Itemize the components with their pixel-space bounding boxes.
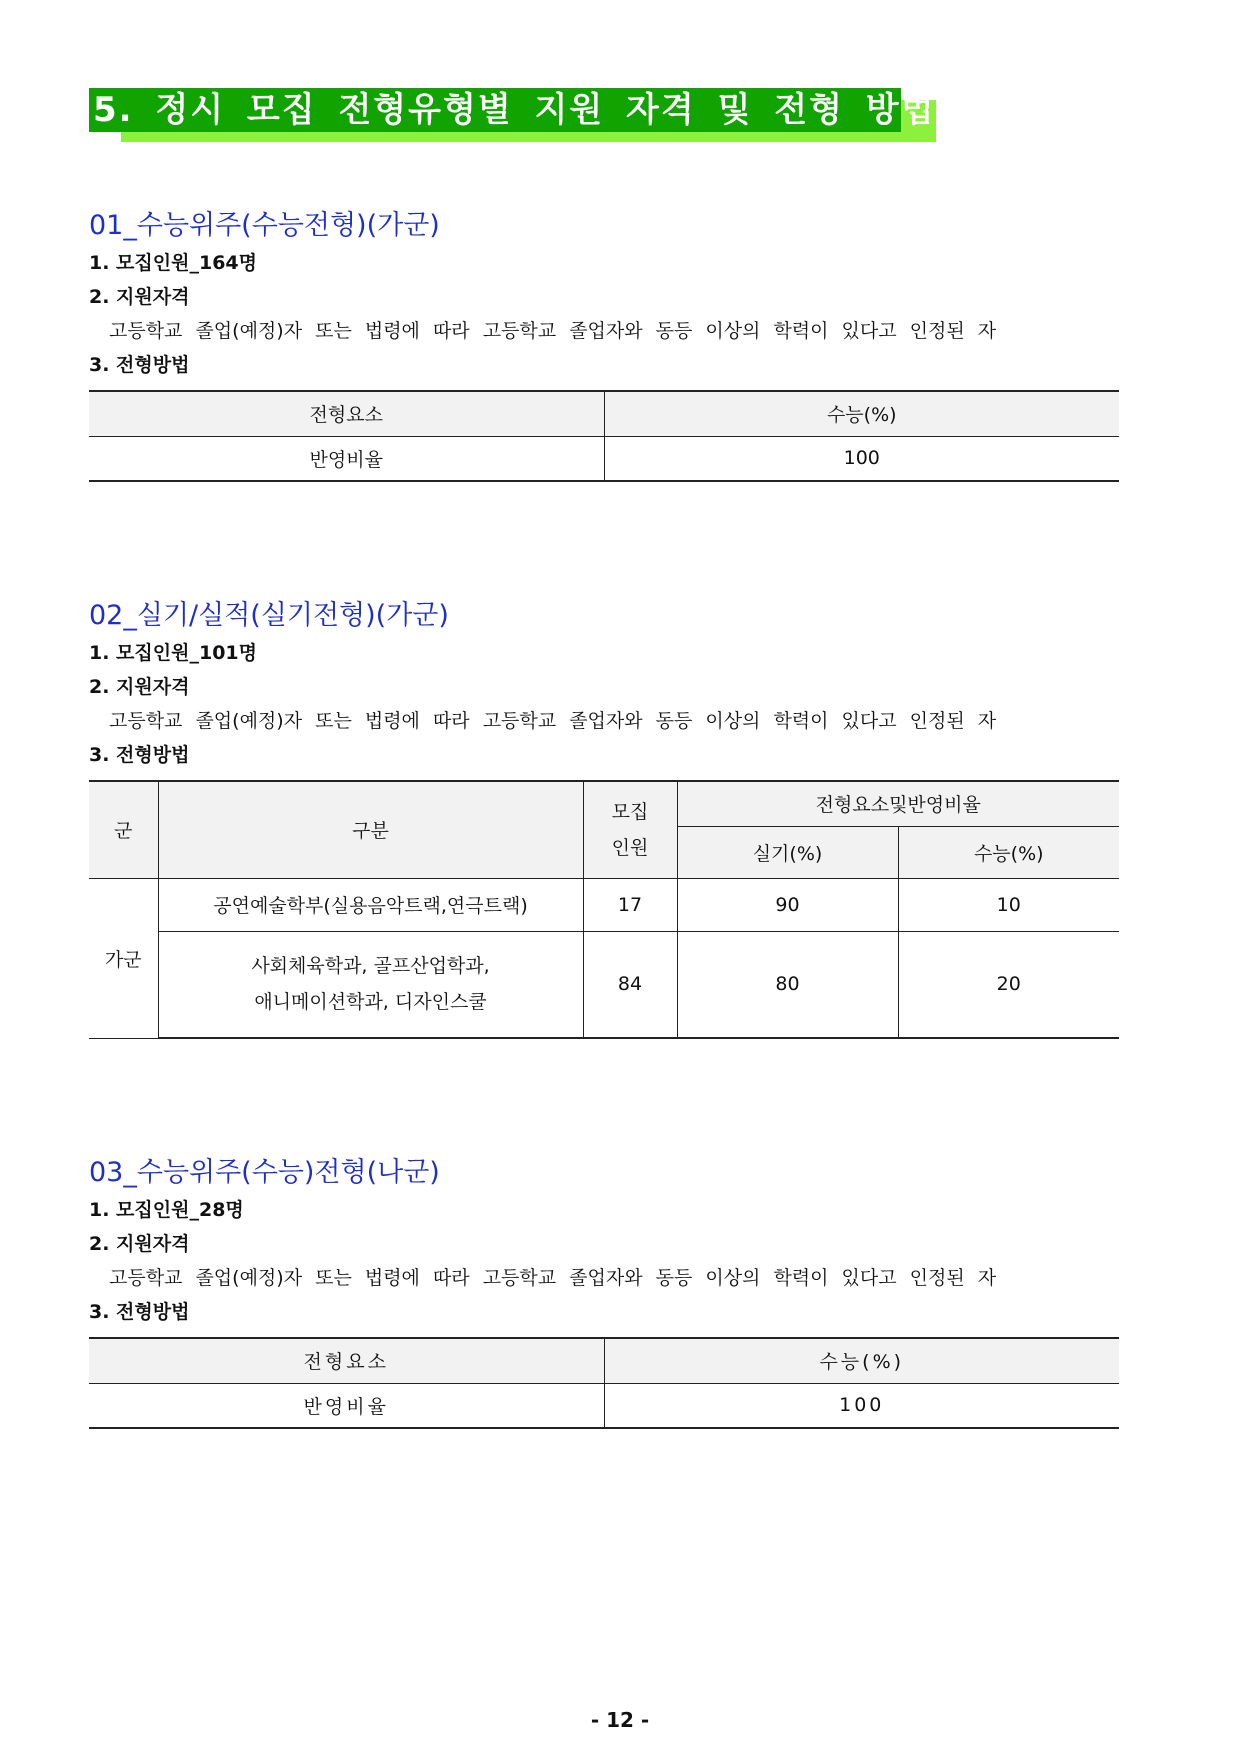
header-cell-suneung: 수능(%) bbox=[898, 826, 1119, 878]
section-3 bbox=[89, 1153, 1119, 1429]
table-cell-practical: 90 bbox=[677, 878, 898, 931]
header-cell: 전형요소 bbox=[89, 1338, 604, 1383]
qualification-text: 고등학교 졸업(예정)자 또는 법령에 따라 고등학교 졸업자와 동등 이상의 학력이 있다고 인정된 자 bbox=[109, 320, 997, 342]
header-cell: 수능(%) bbox=[604, 1338, 1119, 1383]
section-title: 02_실기/실적(실기전형)(가군) bbox=[89, 600, 449, 631]
table-header-row bbox=[89, 391, 1119, 436]
header-quota-line-2: 인원 bbox=[611, 836, 649, 859]
header-cell: 전형요소 bbox=[89, 391, 604, 436]
method-heading: 3. 전형방법 bbox=[89, 1301, 190, 1323]
table-cell-category bbox=[158, 931, 583, 1038]
quota-line: 1. 모집인원_164명 bbox=[89, 252, 257, 274]
qualification-heading: 2. 지원자격 bbox=[89, 286, 190, 308]
section-1 bbox=[89, 206, 1119, 482]
page-title: 5. 정시 모집 전형유형별 지원 자격 및 전형 방법 bbox=[89, 88, 901, 132]
category-line-1: 사회체육학과, 골프산업학과, bbox=[251, 955, 490, 978]
table-row bbox=[89, 436, 1119, 481]
table-cell: 100 bbox=[604, 436, 1119, 481]
table-cell-practical: 80 bbox=[677, 931, 898, 1038]
qualification-text: 고등학교 졸업(예정)자 또는 법령에 따라 고등학교 졸업자와 동등 이상의 학력이 있다고 인정된 자 bbox=[109, 1267, 997, 1289]
table-cell: 반영비율 bbox=[89, 1383, 604, 1428]
qualification-heading: 2. 지원자격 bbox=[89, 676, 190, 698]
table-header-row bbox=[89, 1338, 1119, 1383]
section-2 bbox=[89, 596, 1119, 1039]
table-cell-category: 공연예술학부(실용음악트랙,연극트랙) bbox=[158, 878, 583, 931]
table-header-row bbox=[89, 781, 1119, 826]
page-title-banner bbox=[89, 88, 939, 144]
category-line-2: 애니메이션학과, 디자인스쿨 bbox=[254, 991, 487, 1014]
method-heading: 3. 전형방법 bbox=[89, 354, 190, 376]
method-heading: 3. 전형방법 bbox=[89, 744, 190, 766]
section-title: 03_수능위주(수능)전형(나군) bbox=[89, 1157, 440, 1188]
quota-line: 1. 모집인원_101명 bbox=[89, 642, 257, 664]
page-number: - 12 - bbox=[590, 1708, 650, 1732]
header-cell: 수능(%) bbox=[604, 391, 1119, 436]
header-quota-line-1: 모집 bbox=[611, 800, 649, 823]
method-table bbox=[89, 780, 1119, 1039]
header-cell-group: 군 bbox=[89, 781, 158, 878]
table-row bbox=[89, 878, 1119, 931]
table-cell: 반영비율 bbox=[89, 436, 604, 481]
table-cell-suneung: 10 bbox=[898, 878, 1119, 931]
section-title: 01_수능위주(수능전형)(가군) bbox=[89, 210, 440, 241]
header-cell-practical: 실기(%) bbox=[677, 826, 898, 878]
method-table bbox=[89, 390, 1119, 482]
qualification-heading: 2. 지원자격 bbox=[89, 1233, 190, 1255]
table-cell-quota: 84 bbox=[583, 931, 677, 1038]
header-cell-category: 구분 bbox=[158, 781, 583, 878]
table-cell: 100 bbox=[604, 1383, 1119, 1428]
table-cell-group: 가군 bbox=[89, 878, 158, 1038]
table-row bbox=[89, 931, 1119, 1038]
table-row bbox=[89, 1383, 1119, 1428]
table-cell-quota: 17 bbox=[583, 878, 677, 931]
qualification-text: 고등학교 졸업(예정)자 또는 법령에 따라 고등학교 졸업자와 동등 이상의 학력이 있다고 인정된 자 bbox=[109, 710, 997, 732]
method-table bbox=[89, 1337, 1119, 1429]
quota-line: 1. 모집인원_28명 bbox=[89, 1199, 244, 1221]
header-cell-elements: 전형요소및반영비율 bbox=[677, 781, 1119, 826]
table-cell-suneung: 20 bbox=[898, 931, 1119, 1038]
header-cell-quota bbox=[583, 781, 677, 878]
